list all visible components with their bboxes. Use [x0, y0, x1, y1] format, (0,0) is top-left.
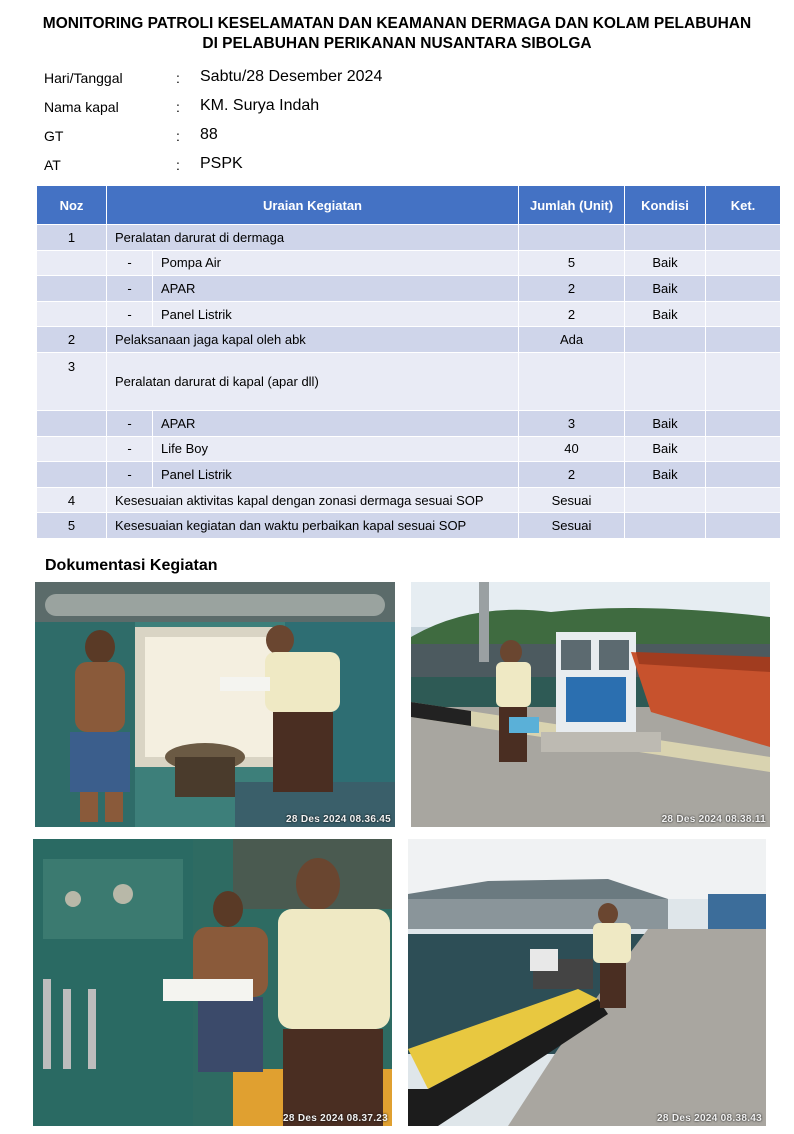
cell-no: 5	[37, 513, 107, 539]
cell-no	[37, 410, 107, 436]
cell-kondisi: Baik	[625, 301, 706, 327]
cell-dash: -	[107, 301, 153, 327]
table-row	[37, 327, 781, 353]
cell-uraian: Kesesuaian aktivitas kapal dengan zonasi dermaga sesuai SOP	[107, 487, 519, 513]
cell-uraian: Pelaksanaan jaga kapal oleh abk	[107, 327, 519, 353]
header-no: Noz	[37, 186, 107, 225]
cell-ket	[706, 410, 781, 436]
info-value: PSPK	[200, 155, 243, 172]
cell-ket	[706, 487, 781, 513]
cell-jumlah: Sesuai	[519, 513, 625, 539]
table-row	[37, 225, 781, 251]
cell-dash: -	[107, 410, 153, 436]
photo-timestamp: 28 Des 2024 08.38.43	[657, 1113, 762, 1124]
table-row	[37, 513, 781, 539]
cell-ket	[706, 276, 781, 302]
cell-dash: -	[107, 436, 153, 462]
photo-pier-edge	[408, 839, 766, 1126]
info-colon: :	[176, 99, 180, 115]
cell-ket	[706, 225, 781, 251]
cell-jumlah: 2	[519, 462, 625, 488]
cell-kondisi	[625, 487, 706, 513]
cell-item: APAR	[153, 276, 519, 302]
cell-kondisi	[625, 352, 706, 410]
table-row	[37, 301, 781, 327]
cell-kondisi: Baik	[625, 410, 706, 436]
cell-item: Life Boy	[153, 436, 519, 462]
info-value: KM. Surya Indah	[200, 97, 320, 114]
cell-ket	[706, 462, 781, 488]
header-uraian: Uraian Kegiatan	[107, 186, 519, 225]
table-row	[37, 436, 781, 462]
info-label: AT	[44, 157, 61, 173]
cell-item: APAR	[153, 410, 519, 436]
cell-jumlah: 3	[519, 410, 625, 436]
info-value: Sabtu/28 Desember 2024	[200, 68, 383, 85]
cell-kondisi	[625, 327, 706, 353]
cell-no: 1	[37, 225, 107, 251]
cell-jumlah	[519, 352, 625, 410]
table-row	[37, 276, 781, 302]
cell-jumlah: 40	[519, 436, 625, 462]
header-ket: Ket.	[706, 186, 781, 225]
cell-kondisi	[625, 513, 706, 539]
cell-no	[37, 276, 107, 302]
cell-ket	[706, 250, 781, 276]
info-label: GT	[44, 128, 64, 144]
photo-timestamp: 28 Des 2024 08.38.11	[661, 814, 766, 825]
cell-ket	[706, 513, 781, 539]
activity-table	[36, 185, 781, 539]
cell-kondisi: Baik	[625, 462, 706, 488]
section-title: Dokumentasi Kegiatan	[45, 557, 218, 574]
info-label: Hari/Tanggal	[44, 70, 123, 86]
cell-uraian: Peralatan darurat di dermaga	[107, 225, 519, 251]
cell-jumlah: 2	[519, 276, 625, 302]
info-colon: :	[176, 157, 180, 173]
header-kondisi: Kondisi	[625, 186, 706, 225]
header-jumlah: Jumlah (Unit)	[519, 186, 625, 225]
cell-dash: -	[107, 462, 153, 488]
photo-timestamp: 28 Des 2024 08.37.23	[283, 1113, 388, 1124]
info-colon: :	[176, 128, 180, 144]
cell-no: 4	[37, 487, 107, 513]
info-value: 88	[200, 126, 218, 143]
cell-jumlah: 5	[519, 250, 625, 276]
cell-item: Panel Listrik	[153, 462, 519, 488]
cell-uraian: Peralatan darurat di kapal (apar dll)	[107, 352, 519, 410]
cell-no	[37, 250, 107, 276]
table-row	[37, 462, 781, 488]
table-header-row	[37, 186, 781, 225]
table-row	[37, 410, 781, 436]
info-colon: :	[176, 70, 180, 86]
cell-ket	[706, 327, 781, 353]
cell-kondisi	[625, 225, 706, 251]
document-title	[0, 14, 794, 54]
cell-jumlah: Ada	[519, 327, 625, 353]
photo-ship-cabin	[35, 582, 395, 827]
cell-kondisi: Baik	[625, 436, 706, 462]
photo-engine-room	[33, 839, 392, 1126]
cell-kondisi: Baik	[625, 250, 706, 276]
title-line-2: DI PELABUHAN PERIKANAN NUSANTARA SIBOLGA	[202, 35, 592, 52]
photo-timestamp: 28 Des 2024 08.36.45	[286, 814, 391, 825]
cell-jumlah: Sesuai	[519, 487, 625, 513]
info-label: Nama kapal	[44, 99, 119, 115]
title-line-1: MONITORING PATROLI KESELAMATAN DAN KEAMANAN DERMAGA DAN KOLAM PELABUHAN	[42, 15, 752, 32]
cell-ket	[706, 352, 781, 410]
table-row	[37, 352, 781, 410]
photo-dock-pump	[411, 582, 770, 827]
cell-ket	[706, 436, 781, 462]
cell-ket	[706, 301, 781, 327]
cell-no	[37, 436, 107, 462]
cell-no: 2	[37, 327, 107, 353]
cell-no	[37, 301, 107, 327]
cell-dash: -	[107, 276, 153, 302]
cell-item: Pompa Air	[153, 250, 519, 276]
cell-item: Panel Listrik	[153, 301, 519, 327]
cell-kondisi: Baik	[625, 276, 706, 302]
cell-no: 3	[37, 352, 107, 410]
cell-jumlah: 2	[519, 301, 625, 327]
cell-no	[37, 462, 107, 488]
cell-uraian: Kesesuaian kegiatan dan waktu perbaikan kapal sesuai SOP	[107, 513, 519, 539]
cell-jumlah	[519, 225, 625, 251]
cell-dash: -	[107, 250, 153, 276]
table-row	[37, 250, 781, 276]
table-row	[37, 487, 781, 513]
